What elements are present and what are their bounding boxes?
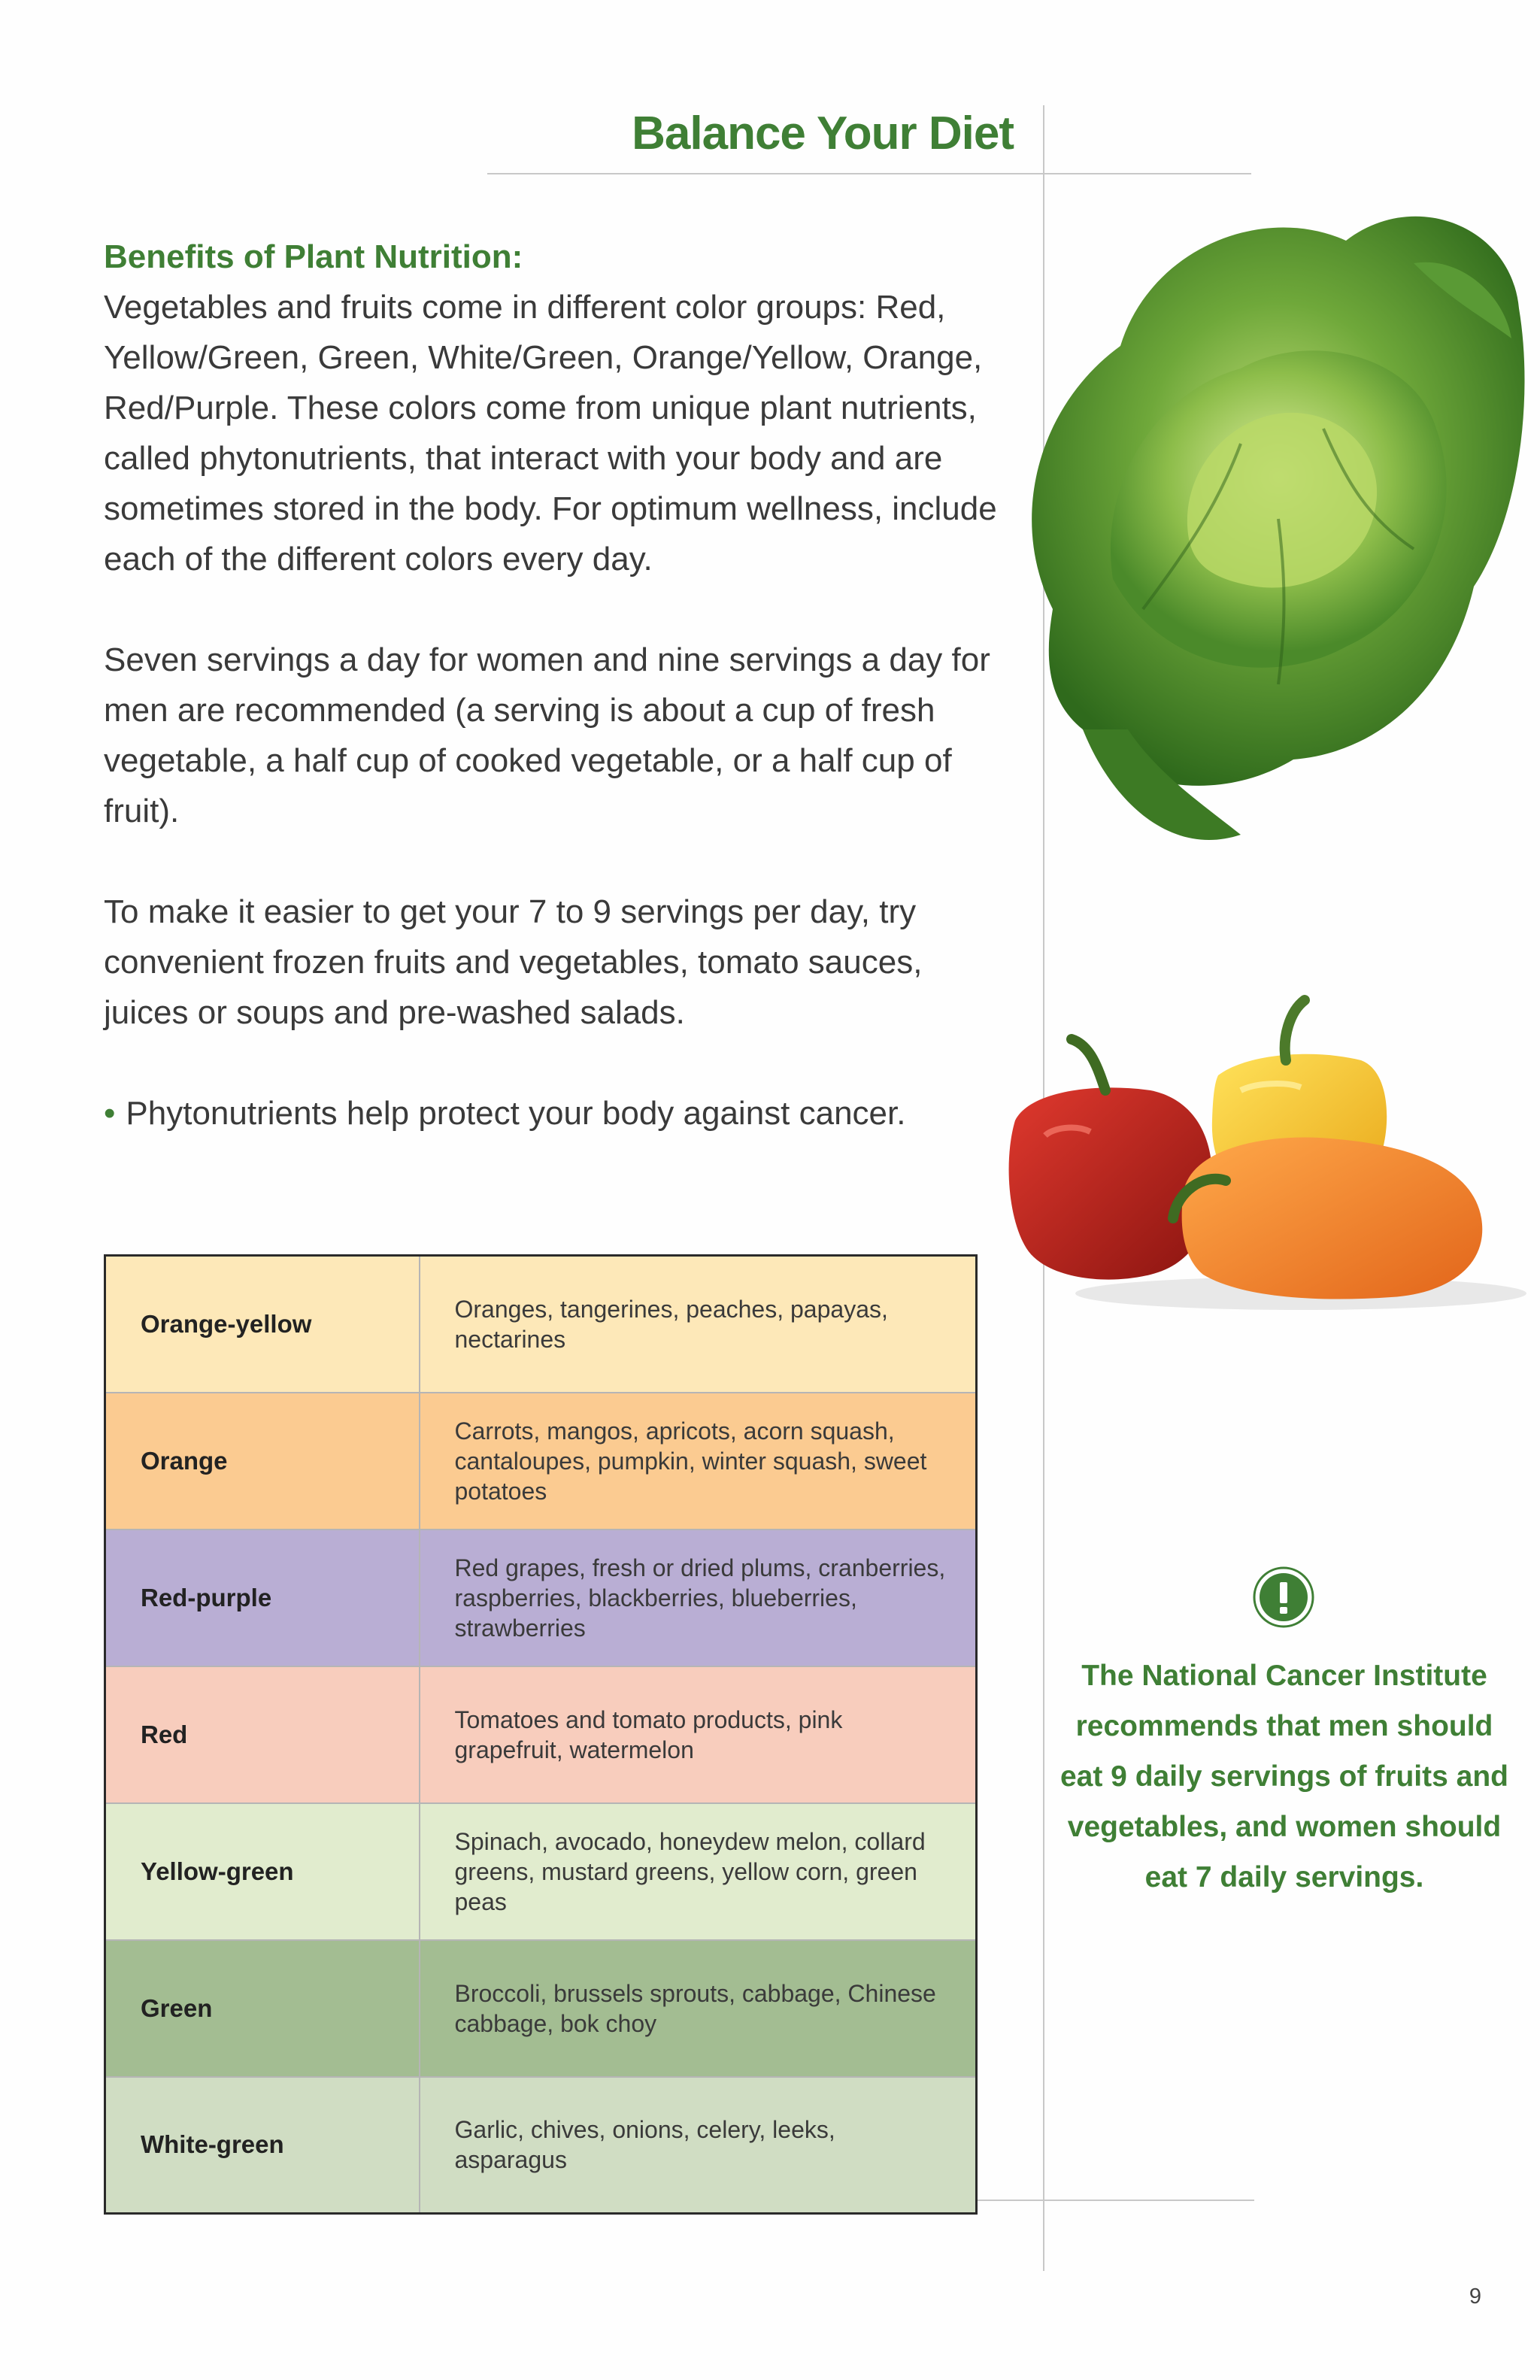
color-group-foods: Garlic, chives, onions, celery, leeks, asparagus [420, 2077, 977, 2214]
callout-text: The National Cancer Institute recommends that men should eat 9 daily servings of fruits and vegetables, and women should eat 7 daily servings. [1060, 1660, 1508, 1893]
exclamation-icon [1252, 1566, 1315, 1629]
color-group-name: Orange [105, 1393, 420, 1530]
table-row [105, 1803, 977, 1940]
color-group-foods: Tomatoes and tomato products, pink grapefruit, watermelon [420, 1666, 977, 1803]
color-group-foods: Oranges, tangerines, peaches, papayas, nectarines [420, 1256, 977, 1393]
color-group-foods: Red grapes, fresh or dried plums, cranberries, raspberries, blackberries, blueberries, strawberries [420, 1530, 977, 1666]
color-group-name: White-green [105, 2077, 420, 2214]
table-row [105, 1940, 977, 2077]
intro-section [104, 232, 1006, 1189]
intro-paragraph-1: Vegetables and fruits come in different color groups: Red, Yellow/Green, Green, White/Green, Orange/Yellow, Orange, Red/Purple. These colors come from unique plant nutrients, called phytonutrients, that interact with your body and are sometimes stored in the body. For optimum wellness, include each of the different colors every day. [104, 289, 997, 578]
table-row [105, 1393, 977, 1530]
bullet-icon: • [104, 1095, 116, 1132]
table-row [105, 1256, 977, 1393]
bottom-rule [972, 2200, 1254, 2201]
table-row [105, 1530, 977, 1666]
color-group-name: Red [105, 1666, 420, 1803]
intro-paragraph-2: Seven servings a day for women and nine servings a day for men are recommended (a serving is about a cup of fresh vegetable, a half cup of cooked vegetable, or a half cup of fruit). [104, 641, 990, 829]
peppers-image [1000, 978, 1540, 1323]
page-title: Balance Your Diet [632, 108, 1014, 159]
color-group-name: Green [105, 1940, 420, 2077]
table-row [105, 2077, 977, 2214]
color-group-foods: Carrots, mangos, apricots, acorn squash, cantaloupes, pumpkin, winter squash, sweet potatoes [420, 1393, 977, 1530]
intro-paragraph-3: To make it easier to get your 7 to 9 servings per day, try convenient frozen fruits and vegetables, tomato sauces, juices or soups and pre-washed salads. [104, 893, 923, 1031]
color-group-name: Yellow-green [105, 1803, 420, 1940]
bullet-item [104, 1088, 1006, 1138]
color-group-name: Orange-yellow [105, 1256, 420, 1393]
bullet-text: Phytonutrients help protect your body against cancer. [126, 1095, 906, 1132]
color-group-foods: Broccoli, brussels sprouts, cabbage, Chinese cabbage, bok choy [420, 1940, 977, 2077]
table-row [105, 1666, 977, 1803]
page-number: 9 [1469, 2284, 1481, 2309]
color-group-foods: Spinach, avocado, honeydew melon, collard greens, mustard greens, yellow corn, green peas [420, 1803, 977, 1940]
lettuce-image [993, 158, 1534, 902]
color-groups-table [104, 1254, 978, 2215]
intro-heading: Benefits of Plant Nutrition: [104, 238, 523, 275]
color-group-name: Red-purple [105, 1530, 420, 1666]
